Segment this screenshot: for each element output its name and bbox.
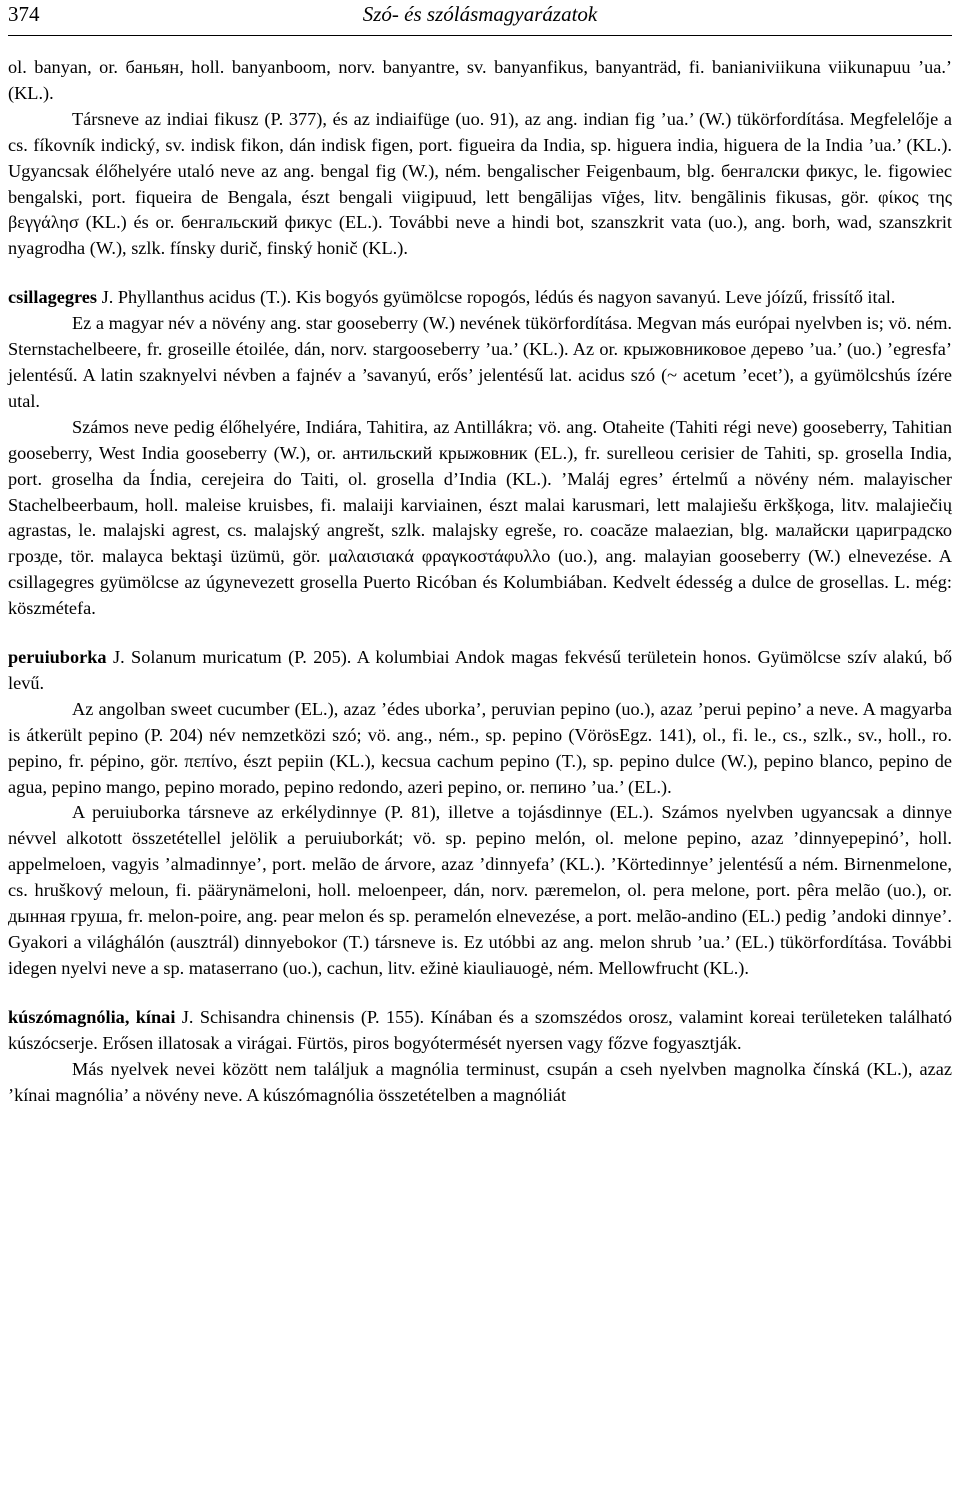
entry-kuszomagnolia: [8, 1005, 952, 1109]
entry-peruiuborka: [8, 645, 952, 982]
header-rule: [8, 35, 952, 36]
page-number: 374: [8, 2, 40, 26]
headword: kúszómagnólia, kínai: [8, 1006, 176, 1027]
paragraph-text: A peruiuborka társneve az erkélydinnye (P. 81), illetve a tojásdinnye (EL.). Számos nyelvben ugyancsak a dinnye névvel alkotott összetétellel jelölik a peruiuborkát; vö. sp. pepino melón, ol. melone pepino, azaz ’dinnyepepinó’, holl. appelmeloen, vagyis ’almadinnye’, port. melão de árvore, azaz ’dinnyefa’ (KL.). ’Körtedinnye’ jelentésű a ném. Birnenmelone, cs. hruškový meloun, fi. päärynämeloni, holl. meloenpeer, dán, norv. pæremelon, ol. pera melone, port. pêra melão (uo.), or. дынная груша, fr. melon-poire, ang. pear melon és sp. peramelón elnevezése, a port. melão-andino (EL.) pedig ’andoki dinnye’. Gyakori a világhálón (ausztrál) dinnyebokor (T.) társneve is. Ez utóbbi az ang. melon shrub ’ua.’ (EL.) tükörfordítása. További idegen nyelvi neve a sp. mataserrano (uo.), cachun, litv. ežinė kiauliauogė, ném. Mellowfrucht (KL.).: [8, 802, 952, 978]
headword: peruiuborka: [8, 647, 107, 668]
paragraph: [8, 697, 952, 801]
paragraph-text: J. Schisandra chinensis (P. 155). Kínában és a szomszédos orosz, valamint koreai területeken található kúszócserje. Erősen illatosak a virágai. Fürtös, piros bogyótermését nyersen vagy főzve fogyasztják.: [8, 1006, 953, 1053]
paragraph-text: J. Phyllanthus acidus (T.). Kis bogyós gyümölcse ropogós, lédús és nagyon savanyú. Leve jóízű, frissítő ital.: [97, 287, 896, 308]
paragraph: [8, 415, 952, 622]
paragraph-text: Más nyelvek nevei között nem találjuk a magnólia terminust, csupán a cseh nyelvben magnolka čínská (KL.), azaz ’kínai magnólia’ a növény neve. A kúszómagnólia összetételben a magnóliát: [8, 1058, 952, 1105]
running-title: Szó- és szólásmagyarázatok: [362, 2, 598, 26]
paragraph: [8, 1005, 952, 1057]
headword: csillagegres: [8, 287, 98, 308]
entry-banyan-continued: [8, 55, 952, 262]
paragraph: [8, 1057, 952, 1109]
paragraph: [8, 645, 952, 697]
paragraph-text: Számos neve pedig élőhelyére, Indiára, Tahitira, az Antillákra; vö. ang. Otaheite (Tahiti régi neve) gooseberry, Tahitian gooseberry, West India gooseberry (W.), or. антильский крыжовник (EL.), fr. surelleou cerisier de Tahiti, sp. grosella India, port. groselha da Índia, cerejeira do Taiti, ol. grosella d’India (KL.). ’Maláj egres’ értelmű a növény ném. malayischer Stachelbeerbaum, holl. maleise kruisbes, fi. malaiji karviainen, észt malai karusmari, lett malajiešu ērkšķoga, litv. malajiečių agrastas, le. malajski agrest, cs. malajský angrešt, szlk. malajsky egreše, ro. coacăze malaezian, blg. малайски цариградско грозде, tör. malayca bektaşi üzümü, gör. μαλαισιακά φραγκοστάφυλλο (uo.), ang. malayian gooseberry (W.) elnevezése. A csillagegres gyümölcse az úgynevezett grosella Puerto Ricóban és Kolumbiában. Kedvelt édesség a dulce de grosellas. L. még: köszmétefa.: [8, 416, 952, 619]
paragraph: [8, 107, 952, 262]
paragraph-text: Ez a magyar név a növény ang. star gooseberry (W.) nevének tükörfordítása. Megvan más európai nyelvben is; vö. ném. Sternstachelbeere, fr. groseille étoilée, dán, norv. stargooseberry ’ua.’ (KL.). Az or. крыжовниковое дерево ’ua.’ (uo.) ’egresfa’ jelentésű. A latin szaknyelvi névben a fajnév a ’savanyú, erős’ jelentésű lat. acidus szó (~ acetum ’ecet’), a gyümölcshús ízére utal.: [8, 313, 952, 411]
paragraph-text: ol. banyan, or. баньян, holl. banyanboom, norv. banyantre, sv. banyanfikus, banyanträd, fi. banianiviikuna viikunapuu ’ua.’ (KL.).: [8, 57, 952, 103]
paragraph: [8, 311, 952, 415]
paragraph-text: J. Solanum muricatum (P. 205). A kolumbiai Andok magas fekvésű területein honos. Gyümölcse szív alakú, bő levű.: [8, 647, 952, 693]
page-body: [8, 55, 952, 1131]
paragraph: [8, 285, 952, 311]
page-header: [0, 0, 960, 36]
paragraph-text: Az angolban sweet cucumber (EL.), azaz ’édes uborka’, peruvian pepino (uo.), azaz ’perui pepino’ a neve. A magyarba is átkerült pepino (P. 204) név nemzetközi szó; vö. ang., ném., sp. pepino (VörösEgz. 141), ol., fi. le., cs., szlk., sv., holl., ro. pepino, fr. pépino, gör. πεπίνο, észt pepiin (KL.), kecsua cachum pepino (T.), sp. pepino dulce (W.), pepino blanco, pepino de agua, pepino mango, pepino morado, pepino redondo, azeri pepino, or. пепино ’ua.’ (EL.).: [8, 698, 952, 797]
paragraph: [8, 55, 952, 107]
paragraph-text: Társneve az indiai fikusz (P. 377), és az indiaifüge (uo. 91), az ang. indian fig ’ua.’ (W.) tükörfordítása. Megfelelője a cs. fíkovník indický, sv. indisk fikon, dán indisk figen, port. figueira da India, sp. higuera india, higuera de la India ’ua.’ (KL.). Ugyancsak élőhelyére utaló neve az ang. bengal fig (W.), ném. bengalischer Feigenbaum, blg. бенгалски фикус, le. figowiec bengalski, port. fiqueira de Bengala, észt bengali viigipuud, lett bengālijas vīģes, litv. bengãlinis fikusas, gör. φίκος της βεγγάλησ (KL.) és or. бенгальский фикус (EL.). További neve a hindi bot, szanszkrit vata (uo.), ang. borh, wad, szanszkrit nyagrodha (W.), szlk. fínsky durič, finský honič (KL.).: [8, 108, 952, 259]
entry-csillagegres: [8, 285, 952, 622]
paragraph: [8, 800, 952, 981]
